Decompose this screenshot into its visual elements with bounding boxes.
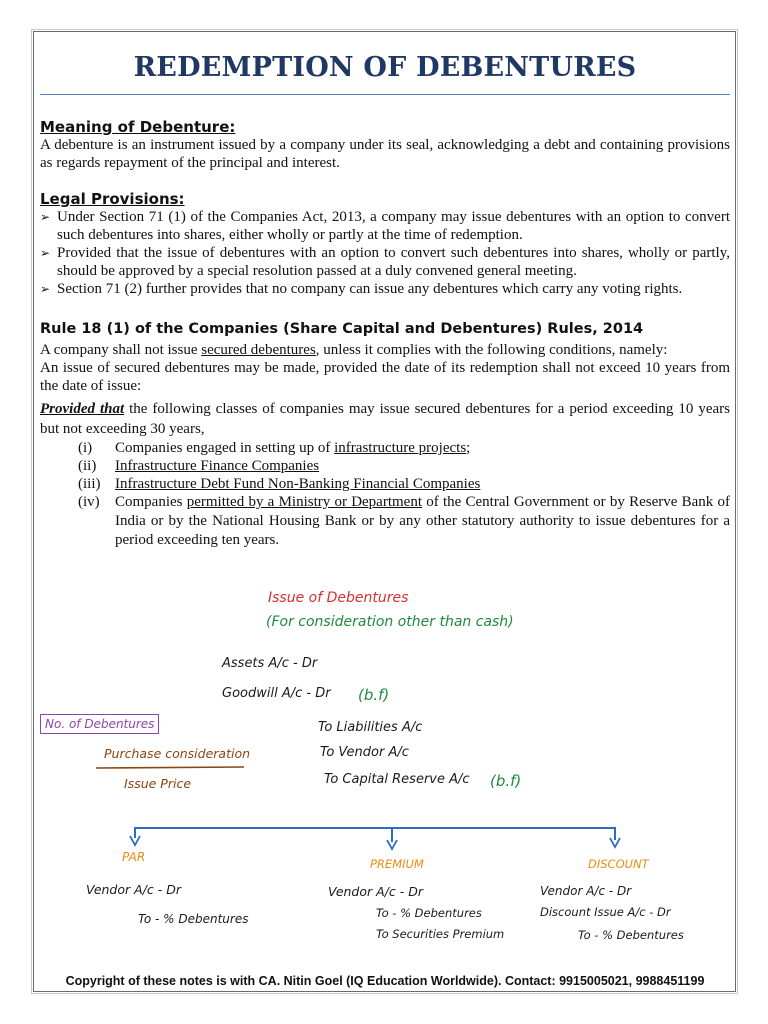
hw-par-line2: To - % Debentures	[138, 912, 249, 926]
hw-credit-liabilities: To Liabilities A/c	[318, 720, 423, 735]
list-item: ➢ Provided that the issue of debentures with an option to convert such debentures into shares, wholly or partly, should be approved by a special resolution passed at a duly convened general meeting.	[40, 245, 730, 279]
list-item: ➢ Under Section 71 (1) of the Companies Act, 2013, a company may issue debentures with an option to convert such debentures into shares, either wholly or partly at the time of redemption.	[40, 209, 730, 243]
hw-discount-line2: Discount Issue A/c - Dr	[540, 905, 671, 919]
list-item: (iii) Infrastructure Debt Fund Non-Banking Financial Companies	[78, 476, 481, 492]
hw-branch-line	[135, 828, 615, 840]
hw-entry-goodwill: Goodwill A/c - Dr	[222, 686, 331, 701]
hw-premium-line1: Vendor A/c - Dr	[328, 884, 423, 899]
legal-heading: Legal Provisions:	[40, 190, 185, 208]
hw-subtitle: (For consideration other than cash)	[266, 614, 514, 630]
hw-credit-vendor: To Vendor A/c	[320, 745, 409, 760]
rule18-provided: Provided that the following classes of companies may issue secured debentures for a period exceeding 10 years but not exceeding 30 years,	[40, 401, 730, 437]
list-item: (ii) Infrastructure Finance Companies	[78, 458, 320, 474]
hw-discount-line3: To - % Debentures	[578, 928, 684, 942]
hw-branch-premium: PREMIUM	[370, 857, 424, 871]
list-item: ➢ Section 71 (2) further provides that no company can issue any debentures which carry any voting rights.	[40, 281, 683, 297]
list-item: (i) Companies engaged in setting up of infrastructure projects;	[78, 440, 471, 456]
hw-fraction-bar	[96, 767, 244, 768]
meaning-heading: Meaning of Debenture:	[40, 118, 236, 136]
hw-numerator: Purchase consideration	[104, 746, 251, 761]
page-title: REDEMPTION OF DEBENTURES	[133, 52, 637, 83]
hw-discount-line1: Vendor A/c - Dr	[540, 884, 632, 898]
rule18-line1: A company shall not issue secured debentures, unless it complies with the following conditions, namely:	[40, 342, 668, 358]
arrow-bullet-icon: ➢	[40, 282, 51, 296]
hw-par-line1: Vendor A/c - Dr	[86, 882, 181, 897]
arrow-bullet-icon: ➢	[40, 210, 51, 224]
rule18-heading: Rule 18 (1) of the Companies (Share Capital and Debentures) Rules, 2014	[40, 321, 644, 337]
hw-balancing-figure: (b.f)	[358, 686, 390, 704]
hw-balancing-figure: (b.f)	[490, 772, 522, 790]
hw-credit-capital-reserve: To Capital Reserve A/c	[324, 772, 470, 787]
hw-branch-par: PAR	[122, 850, 146, 864]
hw-branch-discount: DISCOUNT	[588, 857, 649, 871]
arrow-bullet-icon: ➢	[40, 246, 51, 260]
hw-number-box: No. of Debentures	[40, 714, 159, 734]
hw-denominator: Issue Price	[124, 776, 192, 791]
list-item: (iv) Companies permitted by a Ministry or Department of the Central Government or by Reserve Bank of India or by the National Housing Bank or by any other statutory authority to issue debentures for a period exceeding ten years.	[78, 494, 730, 548]
hw-title: Issue of Debentures	[268, 590, 409, 606]
rule18-line2: An issue of secured debentures may be made, provided the date of its redemption shall not exceed 10 years from the date of issue:	[40, 360, 730, 394]
hw-premium-line2: To - % Debentures	[376, 906, 482, 920]
hw-premium-line3: To Securities Premium	[376, 927, 505, 941]
hw-entry-assets: Assets A/c - Dr	[222, 656, 318, 671]
copyright-footer: Copyright of these notes is with CA. Nitin Goel (IQ Education Worldwide). Contact: 9915005021, 9988451199	[65, 974, 705, 988]
meaning-text: A debenture is an instrument issued by a company under its seal, acknowledging a debt and containing provisions as regards repayment of the principal and interest.	[40, 137, 730, 171]
